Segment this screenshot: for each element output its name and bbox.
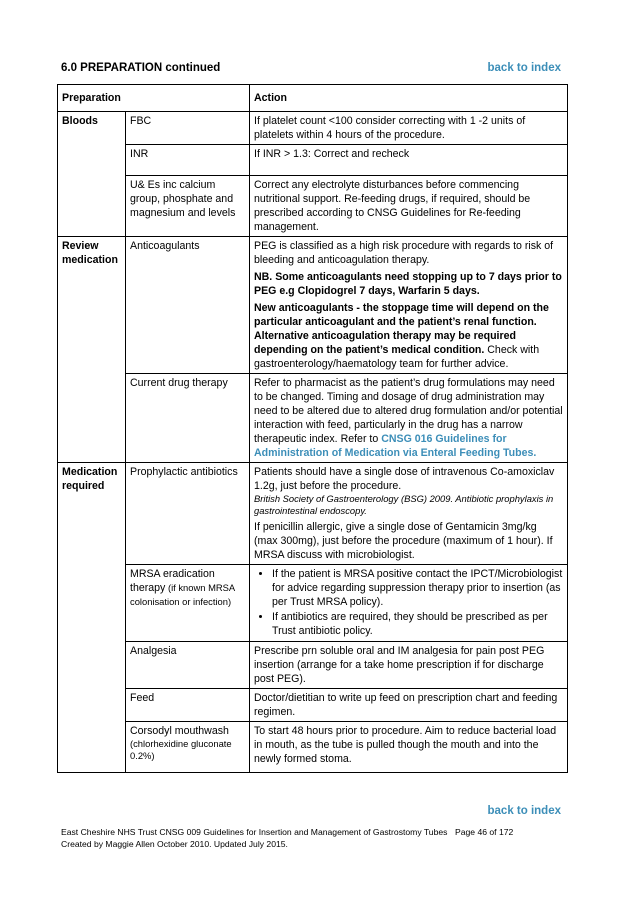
ues-action: Correct any electrolyte disturbances before commencing nutritional support. Re-feeding drugs, if required, should be prescribed according to CNSG Guidelines for Re-feeding management. [250, 176, 568, 237]
preparation-table [57, 84, 568, 773]
anticoagulants-label: Anticoagulants [126, 237, 250, 374]
row-group-bloods: Bloods [58, 112, 126, 237]
table-row [58, 112, 568, 145]
table-row [58, 565, 568, 642]
footer-back-to-index-link[interactable]: back to index [487, 805, 561, 817]
footer-document-title: East Cheshire NHS Trust CNSG 009 Guidelines for Insertion and Management of Gastrostomy Tubes [61, 827, 448, 837]
mrsa-label-note: (if known MRSA colonisation or infection) [130, 582, 235, 607]
proph-text-2: If penicillin allergic, give a single dose of Gentamicin 3mg/kg (max 300mg), just before the procedure (maximum of 1 hour). If MRSA discuss with microbiologist. [254, 521, 553, 561]
current-drug-therapy-label: Current drug therapy [126, 374, 250, 463]
back-to-index-link[interactable]: back to index [487, 62, 561, 74]
corsodyl-action: To start 48 hours prior to procedure. Aim to reduce bacterial load in mouth, as the tube is pulled though the mouth and into the newly formed stoma. [250, 722, 568, 773]
anticoag-text-3-bold: New anticoagulants - the stoppage time will depend on the particular anticoagulant and the patient’s renal function. Alternative anticoagulation therapy may be required depending on the patient’s medical condition. [254, 302, 549, 356]
anticoag-text-3 [254, 301, 563, 371]
inr-label: INR [126, 145, 250, 176]
table-row [58, 642, 568, 689]
page-header [61, 62, 561, 78]
table-header-row [58, 85, 568, 112]
anticoag-text-3-rest: Check with gastroenterology/haematology team for further advice. [254, 344, 540, 370]
mrsa-bullet-list [254, 567, 563, 638]
row-group-review-medication: Review medication [58, 237, 126, 463]
feed-action: Doctor/dietitian to write up feed on prescription chart and feeding regimen. [250, 689, 568, 722]
anticoag-text-1: PEG is classified as a high risk procedure with regards to risk of bleeding and anticoagulation therapy. [254, 240, 554, 266]
fbc-action: If platelet count <100 consider correcting with 1 -2 units of platelets within 4 hours of the procedure. [250, 112, 568, 145]
col-header-preparation: Preparation [58, 85, 250, 112]
ues-label: U& Es inc calcium group, phosphate and magnesium and levels [126, 176, 250, 237]
mrsa-action [250, 565, 568, 642]
page-number: Page 46 of 172 [455, 827, 514, 837]
table-row [58, 145, 568, 176]
cnsg-016-reference-link[interactable]: CNSG 016 Guidelines for Administration of Medication via Enteral Feeding Tubes. [254, 433, 537, 459]
inr-action: If INR > 1.3: Correct and recheck [250, 145, 568, 176]
fbc-label: FBC [126, 112, 250, 145]
prophylactic-antibiotics-label: Prophylactic antibiotics [126, 463, 250, 565]
proph-citation: British Society of Gastroenterology (BSG) 2009. Antibiotic prophylaxis in gastrointestinal endoscopy. [254, 493, 554, 516]
footer-author: Created by Maggie Allen October 2010. Updated July 2015. [61, 839, 288, 849]
mrsa-label-main: MRSA eradication therapy [130, 568, 215, 594]
current-drug-therapy-action [250, 374, 568, 463]
anticoag-text-2: NB. Some anticoagulants need stopping up to 7 days prior to PEG e.g Clopidogrel 7 days, Warfarin 5 days. [254, 271, 562, 297]
list-item: • If antibiotics are required, they should be prescribed as per Trust antibiotic policy. [272, 610, 563, 638]
current-drug-text: Refer to pharmacist as the patient’s drug formulations may need to be changed. Timing and dosage of drug administration may need to be altered due to altered drug formulation and/or potential interaction with feed, particularly in the drug has a narrow therapeutic index. Refer to [254, 377, 563, 445]
table-row [58, 237, 568, 374]
table-row [58, 722, 568, 773]
anticoagulants-action [250, 237, 568, 374]
feed-label: Feed [126, 689, 250, 722]
analgesia-action: Prescribe prn soluble oral and IM analgesia for pain post PEG insertion (arrange for a take home prescription if for discharge post PEG). [250, 642, 568, 689]
row-group-medication-required: Medication required [58, 463, 126, 773]
mrsa-label [126, 565, 250, 642]
table-row [58, 689, 568, 722]
section-title: 6.0 PREPARATION continued [61, 62, 221, 74]
table-row [58, 374, 568, 463]
corsodyl-label [126, 722, 250, 773]
corsodyl-label-main: Corsodyl mouthwash [130, 725, 229, 737]
table-row [58, 463, 568, 565]
proph-text-1: Patients should have a single dose of intravenous Co-amoxiclav 1.2g, just before the procedure. [254, 466, 555, 492]
table-row [58, 176, 568, 237]
analgesia-label: Analgesia [126, 642, 250, 689]
page-footer [61, 826, 581, 850]
col-header-action: Action [250, 85, 568, 112]
corsodyl-label-note: (chlorhexidine gluconate 0.2%) [130, 738, 232, 761]
prophylactic-antibiotics-action [250, 463, 568, 565]
list-item: • If the patient is MRSA positive contact the IPCT/Microbiologist for advice regarding suppression therapy prior to insertion (as per Trust MRSA policy). [272, 567, 563, 609]
